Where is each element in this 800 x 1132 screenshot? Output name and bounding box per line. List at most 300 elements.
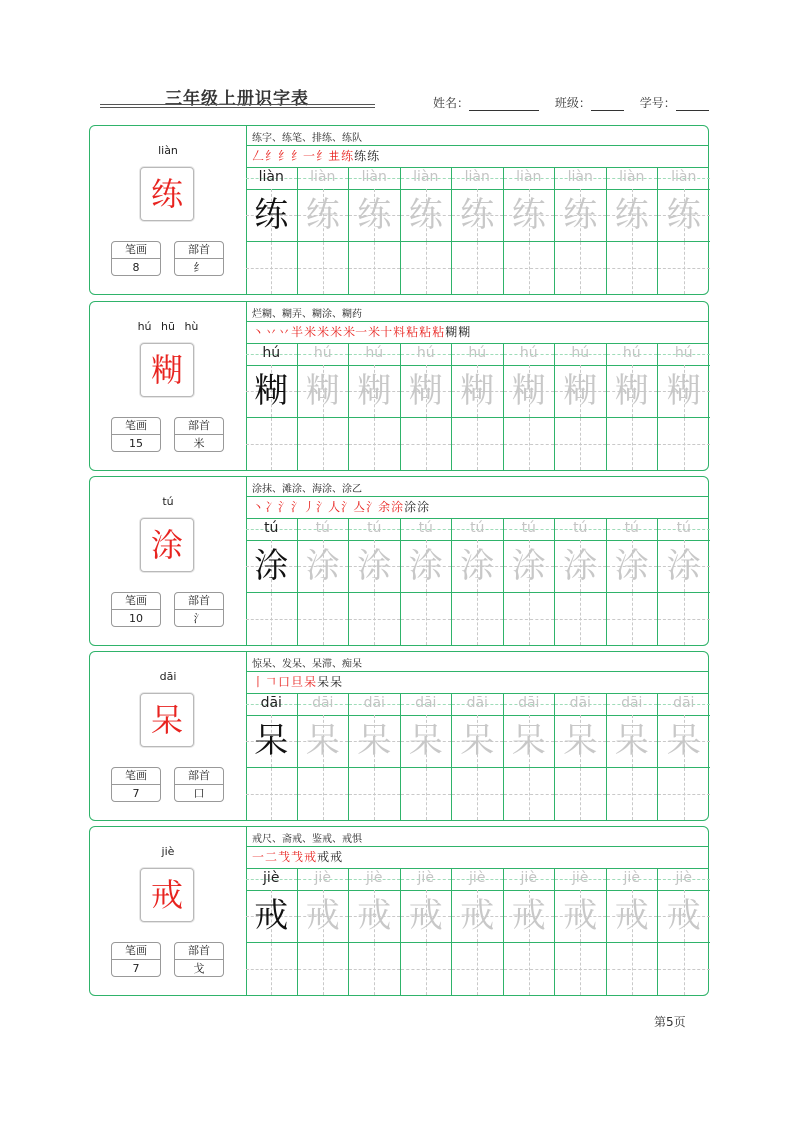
practice-cell[interactable]: [246, 344, 298, 470]
practice-cell[interactable]: [607, 519, 659, 645]
trace-char: 糊: [408, 371, 443, 411]
writing-area[interactable]: [246, 592, 297, 645]
practice-cell[interactable]: [401, 168, 453, 294]
character-card: [89, 301, 709, 471]
pinyin-row: [298, 344, 349, 366]
trace-pinyin: tú: [470, 520, 485, 536]
stroke-step: 呆: [304, 675, 317, 689]
practice-cell[interactable]: [504, 519, 556, 645]
practice-cell[interactable]: [298, 869, 350, 995]
stroke-step: 练: [341, 149, 354, 163]
stroke-order: [252, 498, 430, 516]
pinyin-row: [349, 869, 400, 891]
practice-cell[interactable]: [246, 694, 298, 820]
practice-cell[interactable]: [349, 869, 401, 995]
trace-char: 戒: [666, 896, 701, 936]
trace-char: 呆: [666, 721, 701, 761]
practice-cell[interactable]: [349, 168, 401, 294]
grid-guide: [349, 444, 400, 445]
trace-char: 呆: [511, 721, 546, 761]
char-display-box: [140, 167, 194, 221]
writing-area[interactable]: [658, 767, 710, 820]
word-examples: 练字、练笔、排练、练队: [252, 133, 362, 144]
practice-cell[interactable]: [504, 694, 556, 820]
writing-area[interactable]: [401, 417, 452, 470]
practice-cell[interactable]: [401, 869, 453, 995]
trace-pinyin: dāi: [569, 695, 591, 711]
char-grid: [246, 715, 297, 767]
class-field[interactable]: [555, 94, 624, 111]
pinyin-row: [246, 168, 297, 190]
stroke-step: 涂: [417, 500, 430, 514]
radical-value: 氵: [193, 612, 205, 625]
grid-guide: [607, 969, 658, 970]
stroke-step: 呆: [330, 675, 343, 689]
grid-guide: [452, 268, 503, 269]
trace-pinyin: liàn: [464, 169, 490, 185]
pinyin-row: [401, 694, 452, 716]
trace-pinyin: hú: [571, 345, 590, 361]
char-grid: [658, 540, 710, 592]
radical-label: 部首: [175, 593, 223, 610]
practice-cell[interactable]: [555, 519, 607, 645]
writing-area[interactable]: [298, 241, 349, 294]
writing-area[interactable]: [452, 241, 503, 294]
writing-area[interactable]: [349, 241, 400, 294]
grid-guide: [349, 268, 400, 269]
writing-area[interactable]: [555, 942, 606, 995]
stroke-count-box: [111, 417, 161, 452]
row-divider: [246, 496, 708, 497]
pinyin-row: [298, 168, 349, 190]
writing-area[interactable]: [607, 241, 658, 294]
name-line[interactable]: [469, 98, 539, 111]
practice-cell[interactable]: [555, 694, 607, 820]
char-display: 涂: [150, 526, 183, 564]
stroke-step: 丷: [265, 325, 278, 339]
grid-guide: [298, 794, 349, 795]
pinyin-row: [658, 519, 710, 541]
class-line[interactable]: [591, 98, 624, 111]
practice-cell[interactable]: [452, 344, 504, 470]
practice-cell[interactable]: [607, 694, 659, 820]
stroke-step: 戒: [330, 850, 343, 864]
trace-char: 糊: [563, 371, 598, 411]
practice-cell[interactable]: [607, 869, 659, 995]
stroke-step: 戒: [304, 850, 317, 864]
trace-pinyin: dāi: [466, 695, 488, 711]
writing-area[interactable]: [349, 767, 400, 820]
name-label: 姓名：: [433, 96, 470, 110]
stroke-step: 练: [354, 149, 367, 163]
writing-area[interactable]: [607, 942, 658, 995]
char-info-panel: [90, 827, 247, 995]
grid-guide: [246, 969, 297, 970]
stroke-step: 练: [367, 149, 380, 163]
pinyin-label: hú hū hù: [137, 320, 199, 333]
word-examples: 烂糊、糊弄、糊涂、糊药: [252, 309, 362, 320]
trace-pinyin: dāi: [518, 695, 540, 711]
char-grid: [452, 715, 503, 767]
trace-pinyin: jiè: [314, 870, 331, 886]
practice-cell[interactable]: [658, 344, 710, 470]
pinyin-row: [349, 344, 400, 366]
stroke-step: 涂: [404, 500, 417, 514]
grid-guide: [504, 794, 555, 795]
writing-area[interactable]: [555, 417, 606, 470]
writing-area[interactable]: [349, 417, 400, 470]
practice-cell[interactable]: [349, 344, 401, 470]
stroke-step: 丷: [278, 325, 291, 339]
writing-area[interactable]: [401, 241, 452, 294]
practice-cell[interactable]: [246, 869, 298, 995]
id-field[interactable]: [640, 94, 709, 111]
trace-char: 练: [666, 195, 701, 235]
trace-pinyin: jiè: [675, 870, 692, 886]
writing-area[interactable]: [504, 241, 555, 294]
practice-cell[interactable]: [298, 168, 350, 294]
stroke-step: 氵亼: [341, 500, 366, 514]
practice-cell[interactable]: [401, 694, 453, 820]
trace-char: 戒: [511, 896, 546, 936]
writing-area[interactable]: [401, 592, 452, 645]
trace-pinyin: jiè: [572, 870, 589, 886]
trace-pinyin: tú: [367, 520, 382, 536]
stroke-order: [252, 323, 471, 341]
class-label: 班级：: [554, 96, 591, 110]
char-display-box: [140, 868, 194, 922]
char-grid: [555, 365, 606, 417]
practice-cell[interactable]: [607, 344, 659, 470]
writing-area[interactable]: [452, 767, 503, 820]
stroke-step: 氵: [278, 500, 291, 514]
grid-guide: [246, 619, 297, 620]
grid-guide: [298, 619, 349, 620]
word-examples: 戒尺、斋戒、鉴戒、戒惧: [252, 834, 362, 845]
writing-area[interactable]: [504, 767, 555, 820]
writing-area[interactable]: [658, 942, 710, 995]
writing-area[interactable]: [555, 767, 606, 820]
title-rule: [100, 107, 375, 108]
writing-area[interactable]: [401, 942, 452, 995]
practice-cell[interactable]: [298, 694, 350, 820]
writing-area[interactable]: [246, 767, 297, 820]
model-char: 糊: [254, 371, 289, 411]
writing-area[interactable]: [298, 592, 349, 645]
char-grid: [246, 890, 297, 942]
char-grid: [246, 540, 297, 592]
practice-cell[interactable]: [658, 869, 710, 995]
grid-guide: [607, 268, 658, 269]
practice-grid: [246, 168, 710, 294]
char-info-panel: [90, 302, 247, 470]
model-char: 呆: [254, 721, 289, 761]
char-grid: [504, 715, 555, 767]
grid-guide: [607, 444, 658, 445]
char-info-panel: [90, 126, 247, 294]
stroke-step: 𠃋: [252, 149, 265, 163]
grid-guide: [658, 444, 710, 445]
practice-cell[interactable]: [452, 694, 504, 820]
writing-area[interactable]: [504, 592, 555, 645]
grid-guide: [349, 969, 400, 970]
practice-cell[interactable]: [452, 519, 504, 645]
writing-area[interactable]: [607, 767, 658, 820]
grid-guide: [555, 268, 606, 269]
stroke-step: 粘: [419, 325, 432, 339]
grid-guide: [658, 268, 710, 269]
practice-cell[interactable]: [298, 344, 350, 470]
writing-area[interactable]: [452, 417, 503, 470]
practice-panel: [246, 477, 708, 645]
grid-guide: [607, 794, 658, 795]
stroke-step: 米十: [368, 325, 393, 339]
pinyin-row: [298, 694, 349, 716]
row-divider: [246, 846, 708, 847]
writing-area[interactable]: [658, 417, 710, 470]
writing-area[interactable]: [504, 417, 555, 470]
char-display: 练: [150, 175, 183, 213]
trace-pinyin: hú: [622, 345, 641, 361]
practice-cell[interactable]: [452, 168, 504, 294]
word-examples: 涂抹、滩涂、海涂、涂乙: [252, 484, 362, 495]
practice-cell[interactable]: [504, 168, 556, 294]
stroke-count-value: 7: [132, 787, 140, 800]
pinyin-row: [555, 168, 606, 190]
trace-char: 呆: [614, 721, 649, 761]
grid-guide: [555, 619, 606, 620]
practice-panel: [246, 827, 708, 995]
trace-pinyin: jiè: [417, 870, 434, 886]
stroke-step: 纟: [265, 149, 278, 163]
writing-area[interactable]: [504, 942, 555, 995]
trace-pinyin: liàn: [310, 169, 336, 185]
practice-cell[interactable]: [452, 869, 504, 995]
grid-guide: [401, 969, 452, 970]
pinyin-row: [607, 519, 658, 541]
practice-cell[interactable]: [504, 344, 556, 470]
page-number: 第5页: [654, 1015, 686, 1029]
page-title: 三年级上册识字表: [165, 89, 309, 109]
trace-char: 练: [460, 195, 495, 235]
grid-guide: [555, 969, 606, 970]
writing-area[interactable]: [246, 417, 297, 470]
trace-pinyin: liàn: [361, 169, 387, 185]
stroke-count-box: [111, 767, 161, 802]
practice-cell[interactable]: [298, 519, 350, 645]
stroke-count-value: 10: [129, 612, 143, 625]
char-grid: [658, 189, 710, 241]
pinyin-row: [452, 519, 503, 541]
name-field[interactable]: [433, 94, 539, 111]
grid-guide: [401, 794, 452, 795]
writing-area[interactable]: [555, 592, 606, 645]
trace-char: 练: [563, 195, 598, 235]
practice-cell[interactable]: [349, 694, 401, 820]
trace-pinyin: hú: [468, 345, 487, 361]
char-display: 糊: [150, 351, 183, 389]
character-card: [89, 125, 709, 295]
trace-pinyin: liàn: [567, 169, 593, 185]
practice-grid: [246, 519, 710, 645]
pinyin-label: liàn: [158, 144, 178, 157]
practice-cell[interactable]: [607, 168, 659, 294]
writing-area[interactable]: [658, 592, 710, 645]
char-grid: [452, 365, 503, 417]
model-pinyin: tú: [264, 520, 279, 536]
stroke-count-label: 笔画: [112, 768, 160, 785]
pinyin-row: [658, 694, 710, 716]
char-grid: [607, 540, 658, 592]
practice-cell[interactable]: [555, 869, 607, 995]
radical-label: 部首: [175, 943, 223, 960]
grid-guide: [452, 619, 503, 620]
stroke-step: 涂: [391, 500, 404, 514]
practice-cell[interactable]: [658, 519, 710, 645]
radical-box: [174, 241, 224, 276]
char-grid: [349, 715, 400, 767]
stroke-step: 𢦏: [291, 850, 304, 864]
trace-char: 糊: [511, 371, 546, 411]
grid-guide: [401, 268, 452, 269]
trace-pinyin: jiè: [469, 870, 486, 886]
writing-area[interactable]: [298, 942, 349, 995]
practice-cell[interactable]: [504, 869, 556, 995]
writing-area[interactable]: [555, 241, 606, 294]
radical-box: [174, 767, 224, 802]
pinyin-row: [452, 869, 503, 891]
grid-guide: [246, 444, 297, 445]
stroke-step: 口: [278, 675, 291, 689]
writing-area[interactable]: [452, 942, 503, 995]
char-display: 戒: [150, 876, 183, 914]
grid-guide: [452, 969, 503, 970]
stroke-order: [252, 673, 343, 691]
char-grid: [658, 365, 710, 417]
char-grid: [607, 890, 658, 942]
practice-cell[interactable]: [658, 694, 710, 820]
stroke-step: 二: [265, 850, 278, 864]
practice-cell[interactable]: [349, 519, 401, 645]
practice-cell[interactable]: [555, 344, 607, 470]
trace-char: 呆: [357, 721, 392, 761]
grid-guide: [504, 444, 555, 445]
pinyin-row: [452, 694, 503, 716]
radical-label: 部首: [175, 242, 223, 259]
stroke-count-label: 笔画: [112, 943, 160, 960]
title-rule: [100, 104, 375, 105]
pinyin-row: [555, 519, 606, 541]
char-grid: [298, 540, 349, 592]
trace-char: 呆: [408, 721, 443, 761]
practice-cell[interactable]: [555, 168, 607, 294]
trace-char: 糊: [305, 371, 340, 411]
trace-pinyin: tú: [676, 520, 691, 536]
grid-guide: [504, 268, 555, 269]
char-grid: [401, 365, 452, 417]
trace-pinyin: hú: [519, 345, 538, 361]
stroke-step: 米: [330, 325, 343, 339]
grid-guide: [555, 444, 606, 445]
char-grid: [452, 540, 503, 592]
trace-char: 涂: [614, 546, 649, 586]
writing-area[interactable]: [349, 592, 400, 645]
char-grid: [298, 715, 349, 767]
trace-char: 糊: [614, 371, 649, 411]
trace-char: 糊: [460, 371, 495, 411]
trace-char: 糊: [357, 371, 392, 411]
trace-char: 戒: [460, 896, 495, 936]
practice-cell[interactable]: [246, 168, 298, 294]
stroke-step: 粘: [432, 325, 445, 339]
stroke-step: 纟一: [291, 149, 316, 163]
writing-area[interactable]: [452, 592, 503, 645]
trace-pinyin: jiè: [366, 870, 383, 886]
writing-area[interactable]: [607, 417, 658, 470]
stroke-step: 丶: [252, 500, 265, 514]
practice-cell[interactable]: [401, 344, 453, 470]
trace-pinyin: jiè: [520, 870, 537, 886]
char-grid: [298, 365, 349, 417]
pinyin-label: dāi: [159, 670, 177, 683]
char-grid: [401, 715, 452, 767]
trace-char: 糊: [666, 371, 701, 411]
id-label: 学号：: [639, 96, 676, 110]
stroke-step: 纟𠀎: [316, 149, 341, 163]
pinyin-row: [246, 519, 297, 541]
stroke-step: 丶: [252, 325, 265, 339]
practice-cell[interactable]: [658, 168, 710, 294]
pinyin-row: [349, 168, 400, 190]
writing-area[interactable]: [298, 767, 349, 820]
writing-area[interactable]: [607, 592, 658, 645]
grid-guide: [658, 969, 710, 970]
writing-area[interactable]: [658, 241, 710, 294]
trace-char: 涂: [511, 546, 546, 586]
stroke-count-value: 8: [132, 261, 140, 274]
model-pinyin: hú: [262, 345, 281, 361]
char-grid: [658, 890, 710, 942]
writing-area[interactable]: [401, 767, 452, 820]
char-grid: [555, 540, 606, 592]
pinyin-row: [504, 694, 555, 716]
writing-area[interactable]: [246, 241, 297, 294]
writing-area[interactable]: [246, 942, 297, 995]
stroke-count-value: 7: [132, 962, 140, 975]
char-display-box: [140, 343, 194, 397]
practice-cell[interactable]: [246, 519, 298, 645]
char-grid: [607, 365, 658, 417]
trace-pinyin: jiè: [623, 870, 640, 886]
grid-guide: [298, 268, 349, 269]
pinyin-row: [607, 694, 658, 716]
stroke-step: 𢦏: [278, 850, 291, 864]
writing-area[interactable]: [349, 942, 400, 995]
writing-area[interactable]: [298, 417, 349, 470]
trace-char: 呆: [305, 721, 340, 761]
id-line[interactable]: [676, 98, 709, 111]
row-divider: [246, 145, 708, 146]
pinyin-row: [401, 869, 452, 891]
char-grid: [504, 189, 555, 241]
char-grid: [452, 890, 503, 942]
pinyin-row: [504, 869, 555, 891]
char-grid: [607, 715, 658, 767]
char-grid: [349, 189, 400, 241]
trace-pinyin: tú: [521, 520, 536, 536]
trace-char: 涂: [460, 546, 495, 586]
practice-cell[interactable]: [401, 519, 453, 645]
